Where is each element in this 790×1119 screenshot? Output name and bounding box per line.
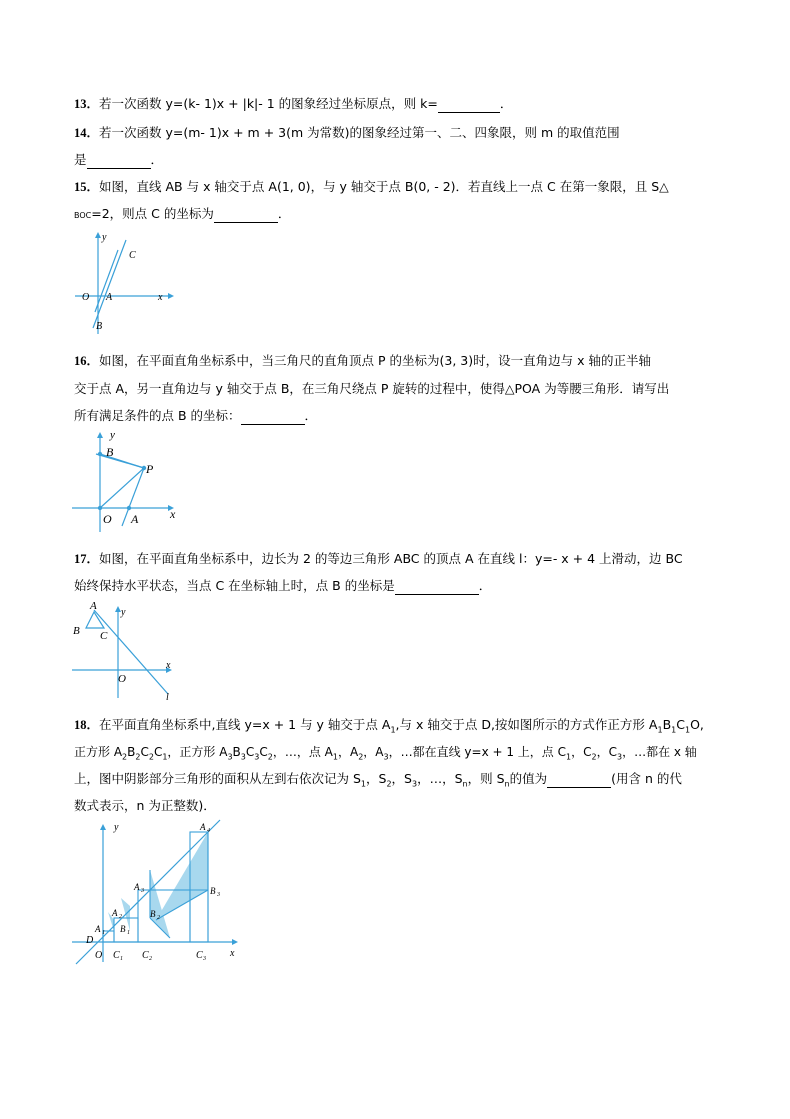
label-o: O	[82, 292, 90, 303]
label-d: D	[86, 935, 94, 946]
subscript: n	[504, 779, 510, 789]
label-c: C	[129, 250, 136, 261]
question-text: C	[259, 745, 268, 759]
question-text: 始终保持水平状态，当点 C 在坐标轴上时，点 B 的坐标是	[74, 578, 395, 593]
label-l: l	[166, 692, 169, 703]
figure-17	[70, 598, 178, 702]
subscript: 2	[267, 752, 273, 762]
question-text: 是	[74, 152, 87, 167]
period: ．	[499, 96, 513, 111]
question-number: 18．	[74, 718, 100, 732]
question-text: ，A	[363, 745, 384, 759]
label-x: x	[166, 660, 171, 671]
label-c: C	[100, 630, 108, 642]
answer-blank[interactable]	[395, 578, 479, 595]
label-b: B	[73, 625, 80, 637]
question-text: ，…，点 A	[272, 745, 333, 759]
subscript: 2	[386, 779, 392, 789]
answer-blank[interactable]	[241, 408, 305, 425]
question-text: ，则 S	[467, 771, 505, 786]
period: ．	[304, 408, 318, 423]
label-a2-sub: 2	[119, 914, 122, 920]
label-c1-sub: 1	[120, 956, 123, 962]
label-a: A	[131, 512, 139, 526]
label-b: B	[106, 445, 114, 459]
question-13	[74, 96, 512, 113]
label-a2: A	[112, 908, 118, 918]
question-text: 如图，在平面直角坐标系中，边长为 2 的等边三角形 ABC 的顶点 A 在直线 l：y=- x + 4 上滑动，边 BC	[99, 551, 683, 566]
label-o: O	[103, 512, 112, 526]
label-a4: A	[200, 822, 206, 832]
question-number: 16．	[74, 354, 100, 368]
question-text: 在平面直角坐标系中,直线 y=x + 1 与 y 轴交于点 A	[99, 717, 391, 732]
question-number: 13．	[74, 97, 100, 111]
subscript: 3	[254, 752, 260, 762]
label-b2-sub: 2	[157, 915, 160, 921]
subscript: 1	[684, 725, 691, 735]
subscript: 1	[566, 752, 572, 762]
question-text: C	[140, 745, 149, 759]
figure-18	[70, 818, 246, 968]
label-a3-sub: 3	[141, 888, 144, 894]
period: ．	[150, 152, 164, 167]
figure-15	[72, 228, 182, 340]
label-b1-sub: 1	[127, 930, 130, 936]
subscript: 3	[383, 752, 389, 762]
subscript: BOC	[74, 211, 92, 220]
label-a3: A	[134, 882, 140, 892]
question-text: O,	[690, 717, 704, 732]
label-b3: B	[210, 886, 216, 896]
question-text: B	[662, 717, 672, 732]
question-17-cont	[74, 578, 491, 595]
figure-16	[70, 428, 186, 534]
subscript: n	[462, 779, 468, 789]
subscript: 3	[616, 752, 623, 762]
question-18-cont	[74, 744, 697, 765]
subscript: 2	[591, 752, 597, 762]
label-a4-sub: 4	[207, 828, 210, 834]
question-text: 如图，直线 AB 与 x 轴交于点 A(1, 0)，与 y 轴交于点 B(0, - 2)．若直线上一点 C 在第一象限，且 S	[99, 179, 660, 194]
question-text: B	[232, 745, 241, 759]
question-text: 若一次函数 y=(m- 1)x + m + 3(m 为常数)的图象经过第一、二、四象限，则 m 的取值范围	[99, 125, 620, 140]
label-p: P	[146, 462, 154, 476]
label-y: y	[102, 232, 107, 243]
question-18-cont2	[74, 771, 682, 793]
label-b3-sub: 3	[217, 892, 220, 898]
question-18	[74, 717, 704, 739]
triangle-symbol: △	[659, 179, 669, 194]
question-text: 若一次函数 y=(k- 1)x + |k|- 1 的图象经过坐标原点，则 k=	[99, 96, 438, 111]
label-a1: A	[95, 924, 101, 934]
question-text: 交于点 A，另一直角边与 y 轴交于点 B，在三角尺绕点 P 旋转的过程中，使得△POA 为等腰三角形．请写出	[74, 381, 670, 396]
question-text: B	[127, 745, 136, 759]
subscript: 1	[162, 752, 168, 762]
label-c2-sub: 2	[149, 956, 152, 962]
label-a1-sub: 1	[102, 930, 105, 936]
subscript: 3	[227, 752, 233, 762]
question-text: ，S	[366, 771, 387, 786]
label-x: x	[230, 948, 235, 959]
label-x: x	[170, 507, 176, 521]
question-16	[74, 353, 651, 369]
label-b1: B	[120, 924, 126, 934]
question-text: ,与 x 轴交于点 D,按如图所示的方式作正方形 A	[395, 717, 658, 732]
answer-blank[interactable]	[87, 152, 151, 169]
label-c3: C	[196, 950, 203, 961]
question-17	[74, 551, 683, 567]
subscript: 1	[332, 752, 338, 762]
label-b2: B	[150, 909, 156, 919]
subscript: 1	[657, 725, 663, 735]
label-c1: C	[113, 950, 120, 961]
label-y: y	[121, 607, 126, 618]
question-text: C	[676, 717, 685, 732]
subscript: 3	[240, 752, 246, 762]
subscript: 2	[135, 752, 141, 762]
question-text: ，…，S	[417, 771, 463, 786]
question-number: 15．	[74, 180, 100, 194]
label-y: y	[114, 822, 119, 833]
question-text: ，S	[391, 771, 412, 786]
question-text: 如图，在平面直角坐标系中，当三角尺的直角顶点 P 的坐标为(3, 3)时，设一直角边与 x 轴的正半轴	[99, 353, 651, 368]
question-text: ，C	[596, 745, 617, 759]
question-text: ，A	[337, 745, 359, 759]
label-o: O	[95, 950, 103, 961]
question-text: 数式表示，n 为正整数)．	[74, 798, 216, 813]
question-text: ，C	[571, 745, 592, 759]
answer-blank[interactable]	[214, 206, 278, 223]
question-text: ，正方形 A	[167, 745, 228, 759]
subscript: 1	[390, 725, 396, 735]
question-15	[74, 179, 669, 195]
subscript: 3	[411, 779, 418, 789]
question-text: C	[153, 745, 163, 759]
question-text: 的值为	[509, 771, 548, 786]
subscript: 2	[122, 752, 128, 762]
subscript: 2	[148, 752, 154, 762]
question-18-cont3	[74, 798, 216, 814]
question-16-cont2	[74, 408, 317, 425]
answer-blank[interactable]	[438, 96, 500, 113]
subscript: 1	[671, 725, 677, 735]
label-a: A	[90, 600, 97, 612]
answer-blank[interactable]	[547, 771, 611, 788]
label-c2: C	[142, 950, 149, 961]
question-number: 17．	[74, 552, 100, 566]
period: ．	[478, 578, 492, 593]
question-text: 所有满足条件的点 B 的坐标：	[74, 408, 241, 423]
question-text: 正方形 A	[74, 745, 123, 759]
question-text: ，…都在 x 轴	[622, 745, 697, 759]
question-text: C	[245, 745, 255, 759]
subscript: 2	[358, 752, 364, 762]
question-14-cont	[74, 152, 163, 169]
question-text: 上，图中阴影部分三角形的面积从左到右依次记为 S	[74, 771, 361, 786]
label-a: A	[106, 292, 113, 303]
period: ．	[277, 206, 291, 221]
question-14	[74, 125, 620, 141]
label-x: x	[158, 292, 163, 303]
label-c3-sub: 3	[203, 956, 206, 962]
label-y: y	[110, 429, 115, 441]
question-number: 14．	[74, 126, 100, 140]
label-b: B	[96, 321, 103, 332]
question-text: (用含 n 的代	[611, 771, 682, 786]
label-o: O	[118, 673, 126, 685]
question-16-cont	[74, 381, 669, 397]
question-15-cont	[74, 206, 290, 224]
question-text: ，…都在直线 y=x + 1 上，点 C	[388, 745, 566, 759]
question-text: =2，则点 C 的坐标为	[91, 206, 214, 221]
subscript: 1	[360, 779, 367, 789]
